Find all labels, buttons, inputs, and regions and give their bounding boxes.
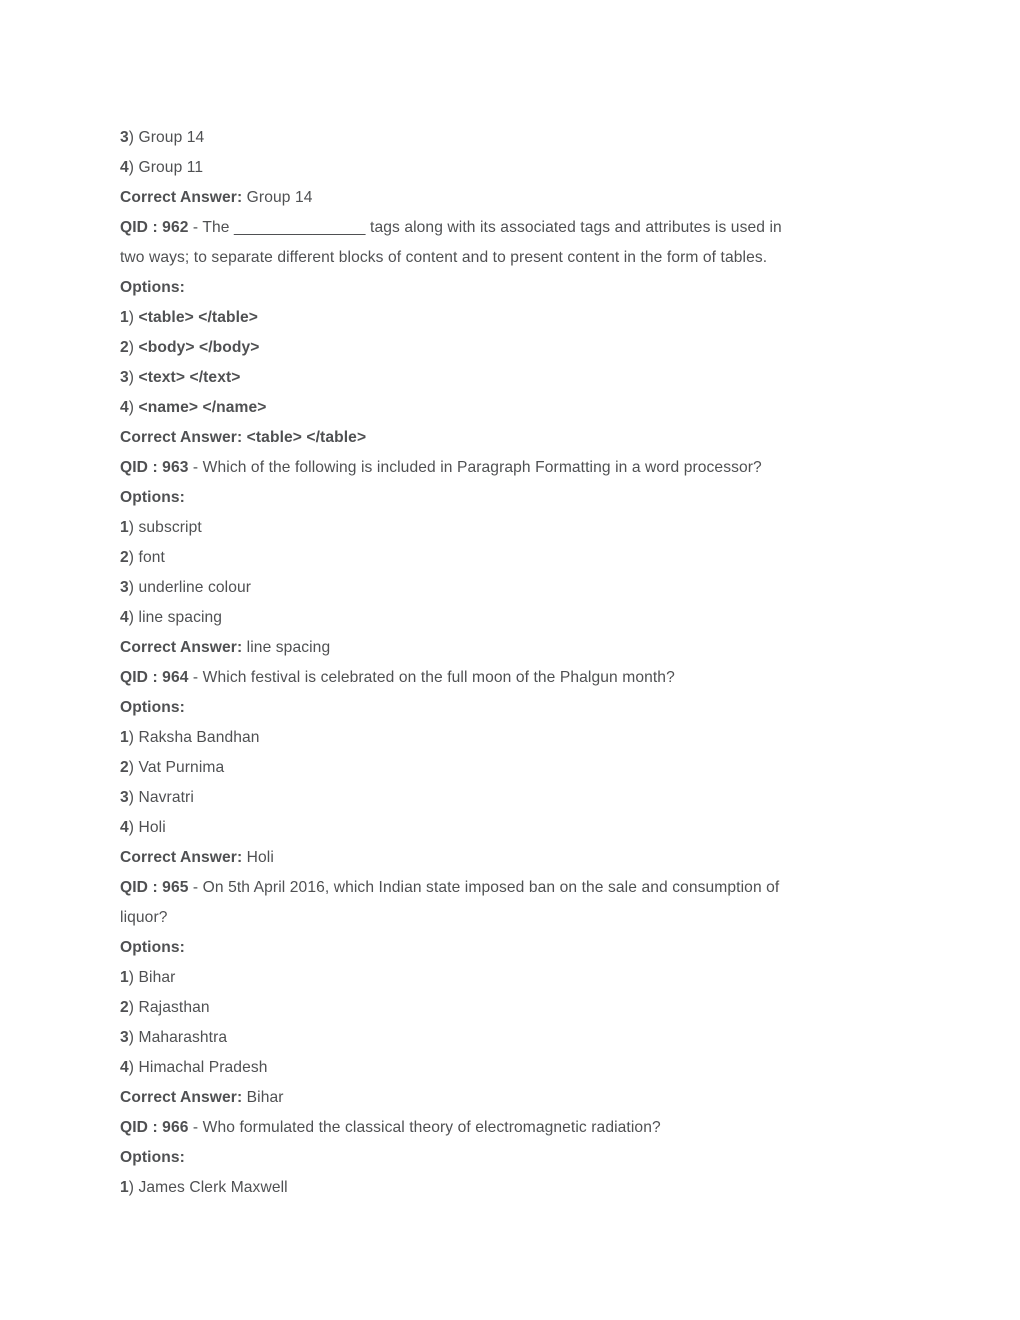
question-line [120,453,910,483]
question-text: liquor? [120,909,168,926]
question-id: QID : 966 [120,1119,189,1136]
question-text: Which of the following is included in Paragraph Formatting in a word processor? [202,459,762,476]
question-line [120,663,910,693]
correct-answer-value: line spacing [246,639,331,656]
options-header-line [120,483,910,513]
option-text: Holi [138,819,166,836]
correct-answer-line [120,423,910,453]
option-number: 2 [120,759,129,776]
options-header-label: Options: [120,1149,185,1166]
option-paren: ) [128,969,139,986]
option-line [120,1023,910,1053]
option-number: 1 [120,309,129,326]
option-text: subscript [138,519,202,536]
option-paren: ) [128,339,139,356]
question-id: QID : 964 [120,669,189,686]
correct-answer-line [120,633,910,663]
options-header-line [120,1143,910,1173]
option-line [120,543,910,573]
correct-answer-label: Correct Answer: [120,189,247,206]
option-line [120,1053,910,1083]
options-header-label: Options: [120,939,185,956]
option-number: 4 [120,399,129,416]
question-separator: - [188,1119,203,1136]
option-number: 2 [120,999,129,1016]
option-line [120,393,910,423]
option-line [120,813,910,843]
option-paren: ) [128,519,139,536]
correct-answer-line [120,843,910,873]
options-header-line [120,933,910,963]
option-text: Navratri [138,789,194,806]
option-text: font [138,549,165,566]
option-number: 2 [120,549,129,566]
option-paren: ) [128,549,139,566]
question-separator: - [188,669,203,686]
option-text: Vat Purnima [138,759,225,776]
option-paren: ) [128,729,139,746]
option-number: 1 [120,1179,129,1196]
options-header-label: Options: [120,489,185,506]
question-continuation-line [120,243,910,273]
option-paren: ) [128,579,139,596]
option-number: 3 [120,579,129,596]
correct-answer-label: Correct Answer: [120,1089,247,1106]
option-text: <table> </table> [138,309,258,326]
option-paren: ) [128,609,139,626]
option-line [120,123,910,153]
options-header-line [120,693,910,723]
option-number: 1 [120,969,129,986]
option-line [120,573,910,603]
correct-answer-value: <table> </table> [246,429,367,446]
options-header-label: Options: [120,279,185,296]
option-text: <name> </name> [138,399,267,416]
correct-answer-label: Correct Answer: [120,429,247,446]
question-bank-content [120,123,910,1203]
option-paren: ) [128,129,139,146]
question-line [120,1113,910,1143]
option-paren: ) [128,399,139,416]
question-id: QID : 962 [120,219,189,236]
option-line [120,333,910,363]
option-text: <text> </text> [138,369,241,386]
correct-answer-line [120,183,910,213]
correct-answer-value: Holi [246,849,274,866]
correct-answer-value: Bihar [246,1089,284,1106]
option-number: 3 [120,369,129,386]
question-text: On 5th April 2016, which Indian state imposed ban on the sale and consumption of [202,879,780,896]
question-text: Which festival is celebrated on the full moon of the Phalgun month? [202,669,675,686]
correct-answer-label: Correct Answer: [120,849,247,866]
option-paren: ) [128,759,139,776]
question-separator: - [188,219,203,236]
option-number: 4 [120,1059,129,1076]
option-number: 3 [120,789,129,806]
option-paren: ) [128,1029,139,1046]
option-number: 1 [120,729,129,746]
question-line [120,873,910,903]
option-line [120,1173,910,1203]
option-line [120,783,910,813]
option-line [120,753,910,783]
question-text: Who formulated the classical theory of electromagnetic radiation? [202,1119,661,1136]
option-paren: ) [128,1179,139,1196]
option-line [120,723,910,753]
option-line [120,963,910,993]
option-paren: ) [128,369,139,386]
option-paren: ) [128,999,139,1016]
option-number: 3 [120,1029,129,1046]
option-paren: ) [128,819,139,836]
option-number: 2 [120,339,129,356]
option-number: 4 [120,159,129,176]
option-paren: ) [128,1059,139,1076]
option-line [120,153,910,183]
option-line [120,363,910,393]
option-text: Rajasthan [138,999,210,1016]
option-text: Bihar [138,969,176,986]
option-number: 4 [120,819,129,836]
option-number: 4 [120,609,129,626]
option-line [120,603,910,633]
question-id: QID : 965 [120,879,189,896]
option-text: Group 11 [138,159,204,176]
option-line [120,513,910,543]
options-header-label: Options: [120,699,185,716]
option-paren: ) [128,789,139,806]
option-text: Group 14 [138,129,205,146]
correct-answer-value: Group 14 [246,189,313,206]
option-text: Himachal Pradesh [138,1059,268,1076]
option-line [120,993,910,1023]
correct-answer-line [120,1083,910,1113]
option-text: underline colour [138,579,252,596]
correct-answer-label: Correct Answer: [120,639,247,656]
question-text: two ways; to separate different blocks of content and to present content in the form of tables. [120,249,768,266]
question-id: QID : 963 [120,459,189,476]
question-continuation-line [120,903,910,933]
option-text: Maharashtra [138,1029,228,1046]
option-number: 1 [120,519,129,536]
question-separator: - [188,879,203,896]
option-text: Raksha Bandhan [138,729,260,746]
question-separator: - [188,459,203,476]
option-text: <body> </body> [138,339,260,356]
option-number: 3 [120,129,129,146]
option-paren: ) [128,159,139,176]
options-header-line [120,273,910,303]
question-line [120,213,910,243]
option-line [120,303,910,333]
option-text: James Clerk Maxwell [138,1179,288,1196]
option-text: line spacing [138,609,223,626]
question-text: The _______________ tags along with its associated tags and attributes is used in [202,219,782,236]
option-paren: ) [128,309,139,326]
